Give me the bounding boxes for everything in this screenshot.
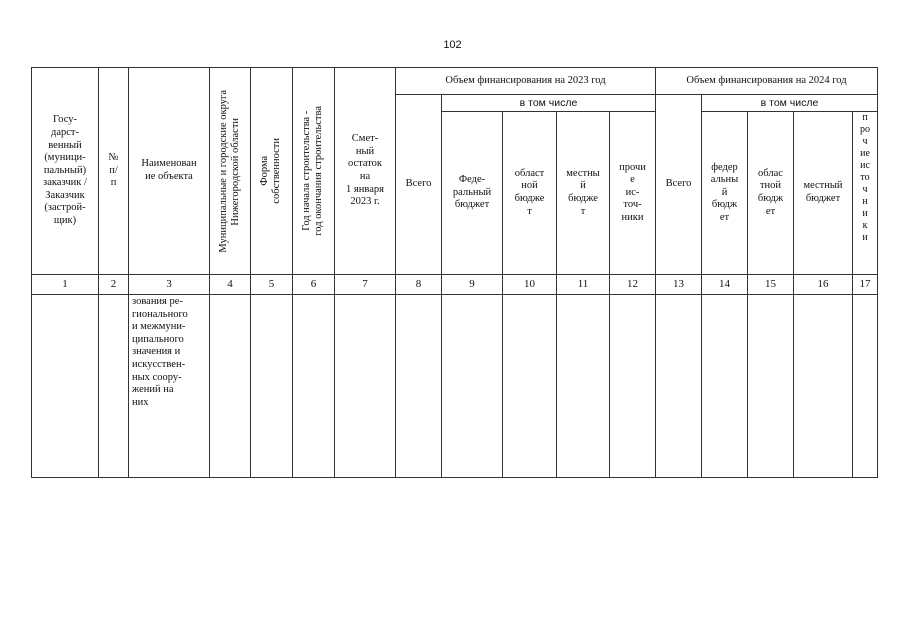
header-row-number: № п/ п — [99, 68, 129, 275]
header-federal-2023: Феде- ральный бюджет — [442, 112, 503, 275]
column-number-12: 12 — [610, 275, 656, 295]
cell-regional-2024 — [748, 295, 794, 478]
column-number-11: 11 — [557, 275, 610, 295]
column-number-7: 7 — [335, 275, 396, 295]
column-number-13: 13 — [656, 275, 702, 295]
header-ownership-form — [251, 68, 293, 275]
column-number-2: 2 — [99, 275, 129, 295]
header-including-2024: в том числе — [702, 95, 878, 112]
cell-other-2023 — [610, 295, 656, 478]
right-spacer — [878, 68, 893, 478]
cell-row-number — [99, 295, 129, 478]
header-customer: Госу- дарст- венный (муници- пальный) заказчик / Заказчик (застрой- щик) — [32, 68, 99, 275]
column-number-8: 8 — [396, 275, 442, 295]
cell-federal-2023 — [442, 295, 503, 478]
column-number-14: 14 — [702, 275, 748, 295]
cell-object-name: зования ре- гионального и межмуни- ципального значения и искусствен- ных соору- жений на них — [129, 295, 210, 478]
column-number-6: 6 — [293, 275, 335, 295]
column-number-3: 3 — [129, 275, 210, 295]
header-estimated-balance: Смет- ный остаток на 1 января 2023 г. — [335, 68, 396, 275]
financing-table — [31, 67, 893, 478]
header-regional-2023: област ной бюдже т — [503, 112, 557, 275]
header-municipal-districts — [210, 68, 251, 275]
header-other-2023: прочи е ис- точ- ники — [610, 112, 656, 275]
cell-federal-2024 — [702, 295, 748, 478]
cell-customer — [32, 295, 99, 478]
cell-estimated-balance — [335, 295, 396, 478]
column-number-16: 16 — [794, 275, 853, 295]
header-municipal-districts-text: Муниципальные и городские округа Нижегородской области — [217, 89, 241, 253]
header-construction-years-text: Год начала строительства - год окончания строительства — [301, 106, 325, 236]
cell-total-2024 — [656, 295, 702, 478]
cell-regional-2023 — [503, 295, 557, 478]
header-local-2024: местный бюджет — [794, 112, 853, 275]
header-construction-years — [293, 68, 335, 275]
header-total-2024: Всего — [656, 95, 702, 275]
table-row — [32, 295, 893, 478]
column-number-9: 9 — [442, 275, 503, 295]
column-number-10: 10 — [503, 275, 557, 295]
header-financing-2023: Объем финансирования на 2023 год — [396, 68, 656, 95]
header-including-2023: в том числе — [442, 95, 656, 112]
header-federal-2024: федер альны й бюдж ет — [702, 112, 748, 275]
column-number-17: 17 — [853, 275, 878, 295]
column-number-4: 4 — [210, 275, 251, 295]
header-row-1 — [32, 68, 893, 95]
column-number-5: 5 — [251, 275, 293, 295]
header-local-2023: местны й бюдже т — [557, 112, 610, 275]
column-number-1: 1 — [32, 275, 99, 295]
cell-construction-years — [293, 295, 335, 478]
cell-local-2024 — [794, 295, 853, 478]
header-other-2024: п ро ч ие ис то ч н и к и — [853, 112, 878, 275]
header-financing-2024: Объем финансирования на 2024 год — [656, 68, 878, 95]
cell-total-2023 — [396, 295, 442, 478]
header-ownership-form-text: Форма собственности — [259, 138, 283, 204]
header-object-name: Наименован ие объекта — [129, 68, 210, 275]
cell-local-2023 — [557, 295, 610, 478]
cell-municipal-district — [210, 295, 251, 478]
header-total-2023: Всего — [396, 95, 442, 275]
column-number-row — [32, 275, 893, 295]
column-number-15: 15 — [748, 275, 794, 295]
header-regional-2024: облас тной бюдж ет — [748, 112, 794, 275]
cell-other-2024 — [853, 295, 878, 478]
cell-ownership-form — [251, 295, 293, 478]
page-number: 102 — [443, 39, 462, 51]
